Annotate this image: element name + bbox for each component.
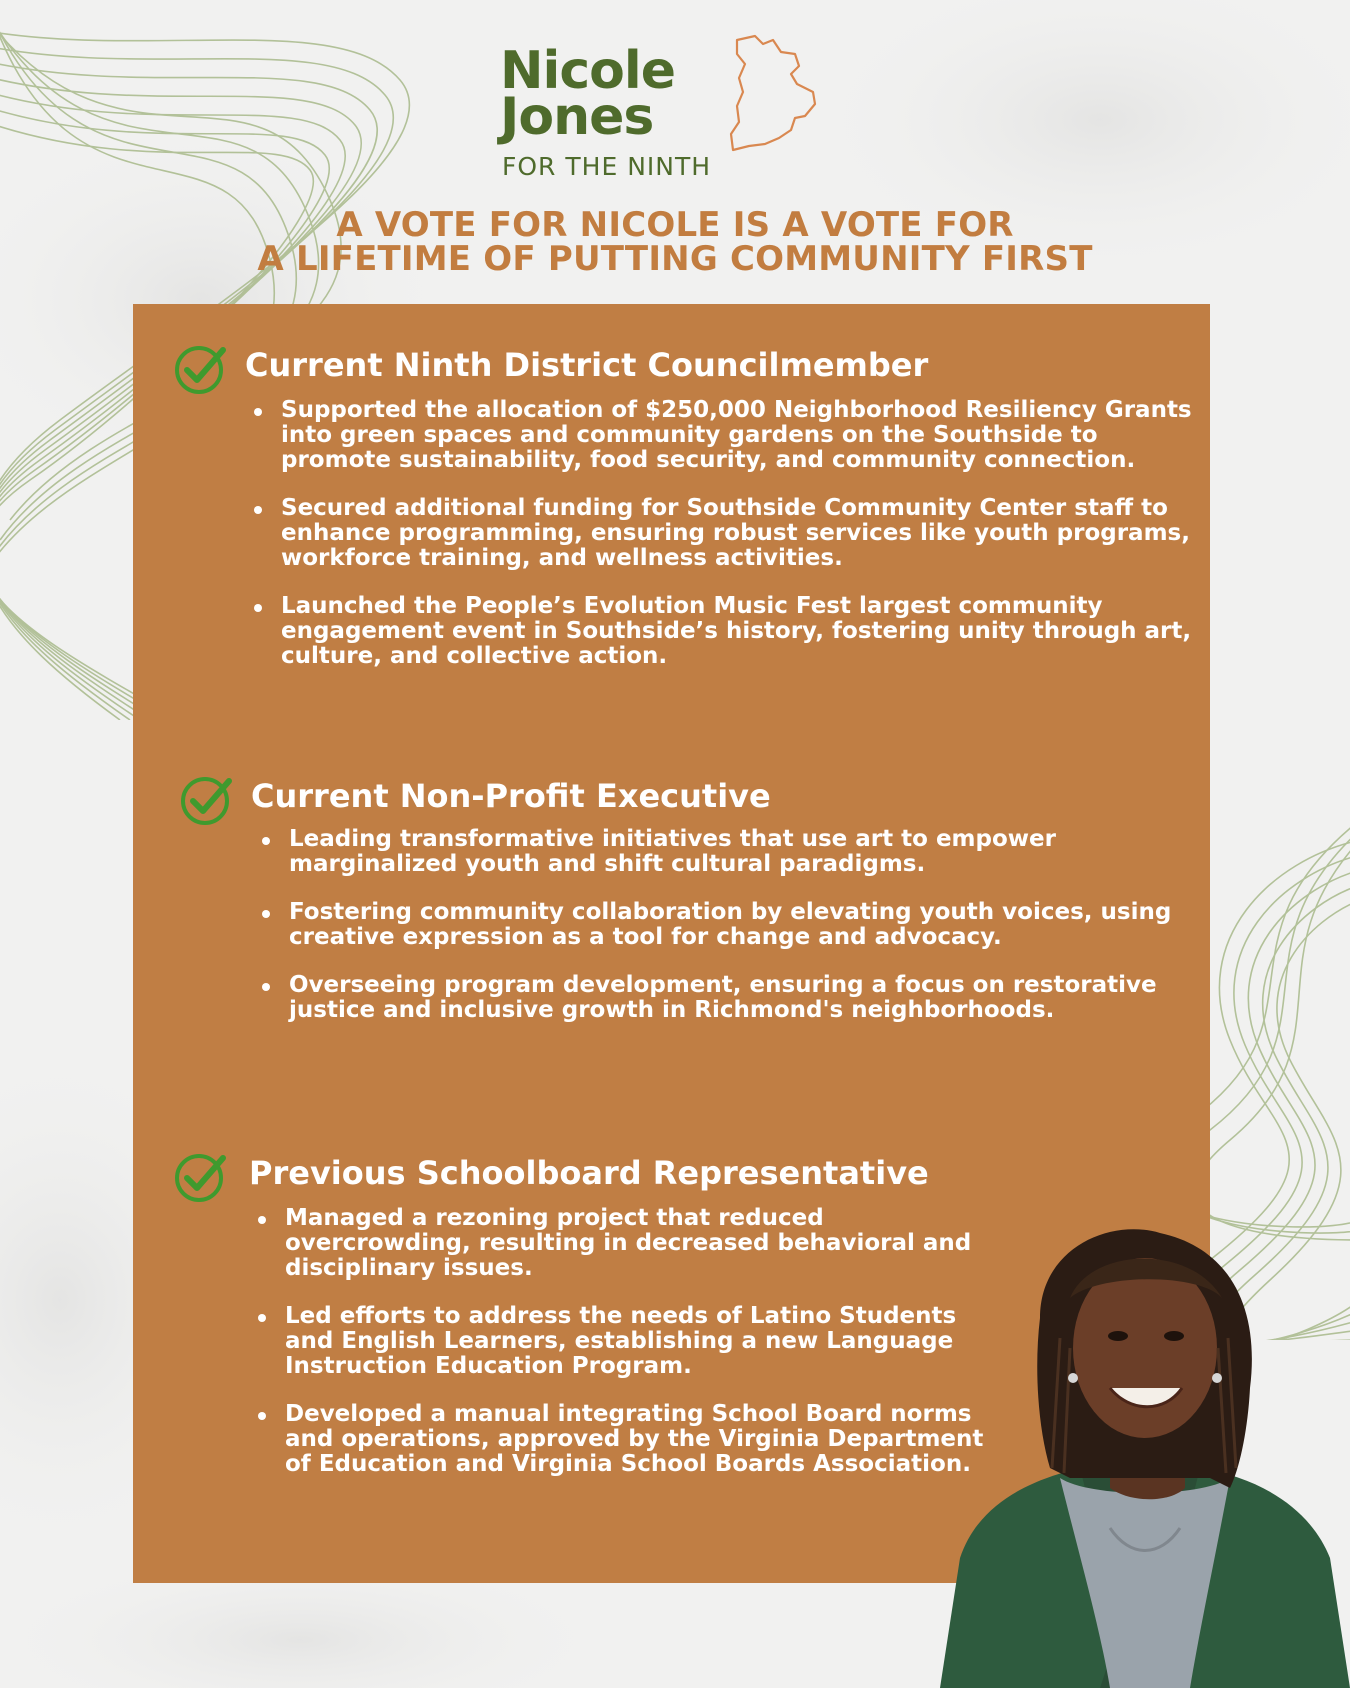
bullet-list	[249, 1206, 1009, 1477]
green-check-icon	[179, 771, 235, 827]
section-header	[173, 340, 1193, 396]
section-title: Current Non-Profit Executive	[251, 777, 771, 815]
section-title: Previous Schoolboard Representative	[249, 1154, 929, 1192]
logo-first-name: Nicole	[500, 41, 675, 101]
bullet-list	[245, 398, 1193, 669]
section-header	[173, 1148, 1193, 1204]
section-nonprofit	[173, 771, 1193, 1046]
headline-line-1: A VOTE FOR NICOLE IS A VOTE FOR	[336, 205, 1014, 245]
logo-tagline: FOR THE NINTH	[502, 152, 712, 181]
logo-name	[500, 41, 675, 147]
list-item: Led efforts to address the needs of Latino Students and English Learners, establishing a new Language Instruction Education Program.	[249, 1304, 1009, 1379]
list-item: Launched the People’s Evolution Music Fest largest community engagement event in Southside’s history, fostering unity through art, culture, and collective action.	[245, 594, 1193, 669]
headline-line-2: A LIFETIME OF PUTTING COMMUNITY FIRST	[257, 239, 1093, 279]
list-item: Supported the allocation of $250,000 Neighborhood Resiliency Grants into green spaces and community gardens on the Southside to promote sustainability, food security, and community connection.	[245, 398, 1193, 473]
section-header	[173, 771, 1193, 827]
list-item: Leading transformative initiatives that use art to empower marginalized youth and shift cultural paradigms.	[253, 827, 1193, 877]
list-item: Developed a manual integrating School Board norms and operations, approved by the Virginia Department of Education and Virginia School Boards Association.	[249, 1402, 1009, 1477]
list-item: Overseeing program development, ensuring a focus on restorative justice and inclusive growth in Richmond's neighborhoods.	[253, 973, 1193, 1023]
headline	[0, 205, 1350, 279]
green-check-icon	[173, 340, 229, 396]
district-map-outline-icon	[725, 34, 825, 154]
bullet-list	[253, 827, 1193, 1023]
section-title: Current Ninth District Councilmember	[245, 346, 929, 384]
logo-last-name: Jones	[500, 87, 654, 147]
campaign-logo	[480, 34, 840, 184]
list-item: Managed a rezoning project that reduced overcrowding, resulting in decreased behavioral and disciplinary issues.	[249, 1206, 1009, 1281]
section-councilmember	[173, 340, 1193, 692]
candidate-portrait	[930, 1228, 1350, 1688]
green-check-icon	[173, 1148, 229, 1204]
list-item: Secured additional funding for Southside Community Center staff to enhance programming, ensuring robust services like youth programs, workforce training, and wellness activities.	[245, 496, 1193, 571]
list-item: Fostering community collaboration by elevating youth voices, using creative expression as a tool for change and advocacy.	[253, 900, 1193, 950]
